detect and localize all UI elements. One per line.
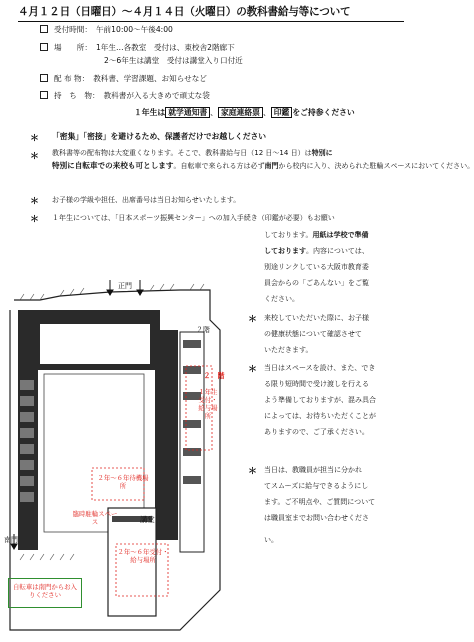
note-1-body: 教科書等の配布物は大変重くなります。そこで、教科書給与日（12 日～14 日）は特別に 特別に自転車での来校も可とします。自転車で来られる方は必ず南門から校内に入り、決められた駐輪スペースにおいてください。: [52, 149, 474, 170]
note-6-c: ます。ご不明点や、ご質問について: [264, 498, 376, 506]
place-value-2: 2～6年生は講堂 受付は講堂入り口付近: [104, 56, 243, 65]
note-6-d: は職員室までお問い合わせくださ: [264, 514, 369, 522]
asterisk-icon: ＊: [248, 315, 258, 325]
time-value: 午前10:00～午後4:00: [95, 25, 173, 34]
asterisk-icon: ＊: [30, 134, 40, 144]
note-6-b: てスムーズに給与できるようにし: [264, 482, 369, 490]
asterisk-icon: ＊: [248, 467, 258, 477]
note-3-a: １年生については、「日本スポーツ振興センター」への加入手続き（印鑑が必要）もお願い: [52, 214, 335, 222]
note-3-c: [264, 245, 369, 258]
bike-note-box: [8, 578, 82, 608]
items-label: 配 布 物: [54, 74, 82, 83]
grades-wait-label: ２年～６年待機場所: [97, 474, 149, 490]
items-row: 配 布 物： 教科書、学習課題、お知らせなど: [40, 74, 207, 84]
note-3-b: [264, 229, 368, 242]
note-3-d: 別途リンクしている大阪市教育委: [264, 263, 369, 271]
note-5-b: る限り短時間で受け渡しを行える: [264, 380, 369, 388]
asterisk-icon: ＊: [30, 215, 40, 225]
note-3-b-text: しております。: [264, 231, 313, 239]
bring-row: 持 ち 物： 教科書が入る大きめで頑丈な袋: [40, 91, 210, 101]
auditorium-label: 講堂: [140, 515, 155, 524]
checkbox-icon: [40, 91, 48, 99]
note-3-b-bold: 用紙は学校で準備: [312, 231, 369, 239]
note-1-south-gate: 南門: [264, 161, 279, 170]
red-floor2-label: ２ 階: [203, 372, 225, 380]
auditorium-reception-label: ２年～６年受付・給与場所: [117, 548, 169, 564]
asterisk-icon: ＊: [248, 365, 258, 375]
note-3-c-bold: しております: [264, 247, 306, 255]
note-2: お子様の学級や担任、出席番号は当日お知らせいたします。: [52, 196, 241, 204]
note-1-text-c: から校内に入り、決められた駐輪スペースにおいてください。: [278, 161, 474, 170]
first-grade-item-3: 印鑑: [271, 107, 293, 118]
note-4-c: いただきます。: [264, 346, 313, 354]
note-6-e: い。: [264, 536, 278, 544]
asterisk-icon: ＊: [30, 197, 40, 207]
note-1-bold: 特別に自転車での来校も可とします: [52, 160, 174, 170]
note-5-a: 当日はスペースを設け、また、でき: [264, 364, 376, 372]
first-grade-suffix: をご持参ください: [292, 108, 355, 117]
note-1-heading: 「密集」「密接」を避けるため、保護者だけでお越しください: [52, 132, 267, 141]
floor2-label: ２階: [196, 326, 210, 334]
main-gate-label: 正門: [118, 282, 132, 290]
place-row: 場 所： 1年生…各教室 受付は、東校舎2階廊下: [40, 43, 235, 53]
first-grade-item-2: 家庭連絡票: [218, 107, 263, 118]
bike-space-label: 臨時駐輪スペース: [72, 510, 118, 526]
items-value: 教科書、学習課題、お知らせなど: [93, 74, 207, 83]
checkbox-icon: [40, 43, 48, 51]
note-1-text-a: 教科書等の配布物は大変重くなります。そこで、教科書給与日（12 日～14 日）は: [52, 149, 312, 157]
note-6-a: 当日は、教職員が担当に分かれ: [264, 466, 362, 474]
note-4-b: の健康状態について確認させて: [264, 330, 362, 338]
note-3-c-text: 。内容については、: [306, 247, 369, 255]
asterisk-icon: ＊: [30, 152, 40, 162]
place-value-1: 1年生…各教室 受付は、東校舎2階廊下: [95, 43, 235, 52]
note-1-text-b: 。自転車で来られる方は必ず: [173, 161, 265, 170]
note-4-a: 来校していただいた際に、お子様: [264, 314, 369, 322]
checkbox-icon: [40, 74, 48, 82]
bike-note-text: 自転車は南門からお入りください: [13, 583, 77, 599]
bring-label: 持 ち 物: [54, 91, 92, 100]
first-grade-reception-label: １年生受付・給与場所: [198, 388, 218, 420]
note-5-e: ありますので、ご了承ください。: [264, 428, 369, 436]
note-3-f: ください。: [264, 295, 299, 303]
note-5-d: によっては、お待ちいただくことが: [264, 412, 376, 420]
page-title: ４月１２日（日曜日）～４月１４日（火曜日）の教科書給与等について: [18, 4, 404, 22]
place-label: 場 所: [54, 43, 85, 52]
first-grade-item-1: 就学通知書: [165, 107, 210, 118]
time-row: 受付時間： 午前10:00～午後4:00: [40, 25, 173, 35]
bring-value: 教科書が入る大きめで頑丈な袋: [103, 91, 210, 100]
first-grade-prefix: １年生は: [134, 108, 166, 117]
note-3-e: 員会からの「ごあんない」をご覧: [264, 279, 369, 287]
time-label: 受付時間: [54, 25, 85, 34]
first-grade-row: １年生は 就学通知書 、 家庭連絡票 、 印鑑 をご持参ください: [134, 108, 355, 117]
checkbox-icon: [40, 25, 48, 33]
note-5-c: よう準備しておりますが、混み具合: [264, 396, 376, 404]
south-gate-label: 南門: [4, 536, 18, 544]
